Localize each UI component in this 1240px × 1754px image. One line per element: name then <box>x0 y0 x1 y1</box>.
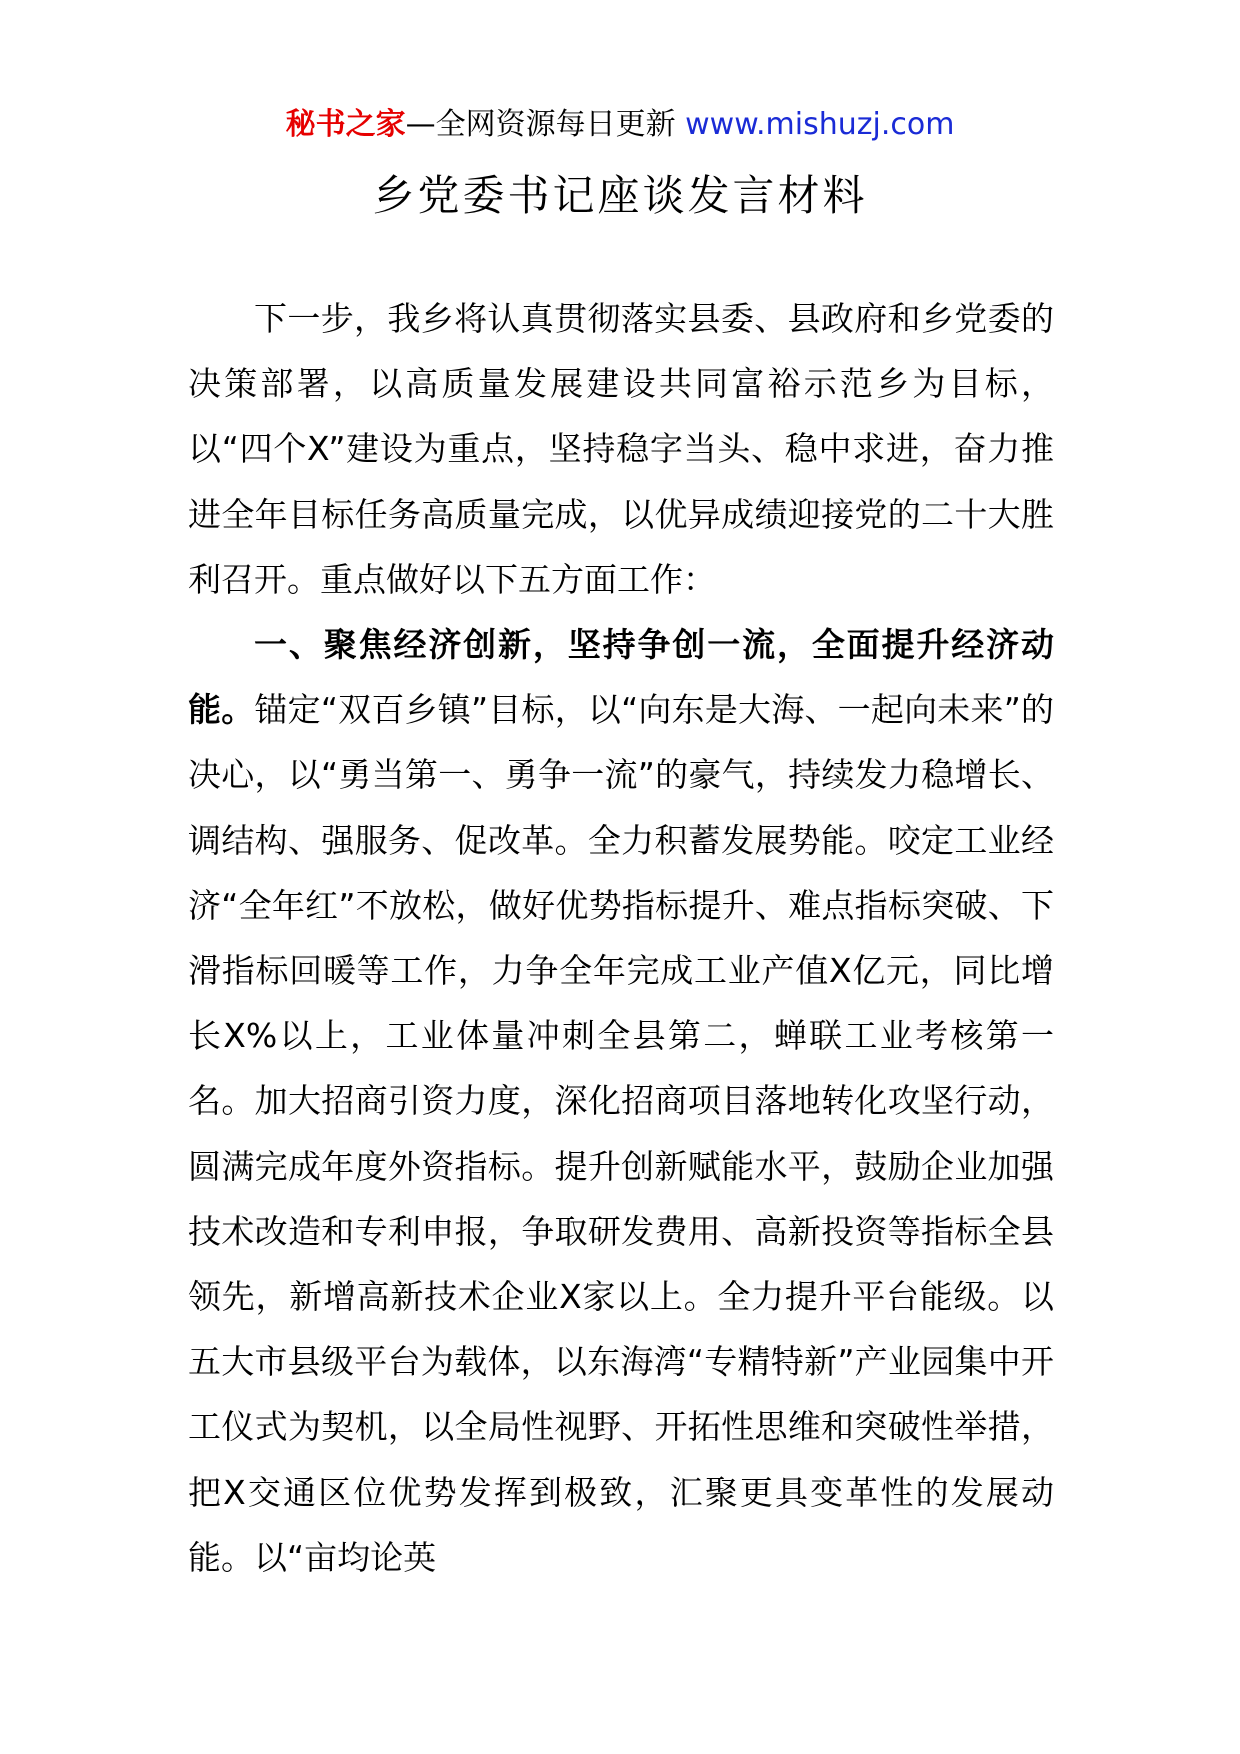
paragraph-section-one <box>188 612 1054 1590</box>
document-body <box>188 286 1054 1590</box>
document-title: 乡党委书记座谈发言材料 <box>372 171 868 220</box>
paragraph-intro: 下一步，我乡将认真贯彻落实县委、县政府和乡党委的决策部署，以高质量发展建设共同富裕示范乡为目标，以“四个X”建设为重点，坚持稳字当头、稳中求进，奋力推进全年目标任务高质量完成，以优异成绩迎接党的二十大胜利召开。重点做好以下五方面工作： <box>188 299 1054 599</box>
section-one-body: 锚定“双百乡镇”目标，以“向东是大海、一起向未来”的决心，以“勇当第一、勇争一流”的豪气，持续发力稳增长、调结构、强服务、促改革。全力积蓄发展势能。咬定工业经济“全年红”不放松，做好优势指标提升、难点指标突破、下滑指标回暖等工作，力争全年完成工业产值X亿元，同比增长X%以上，工业体量冲刺全县第二，蝉联工业考核第一名。加大招商引资力度，深化招商项目落地转化攻坚行动，圆满完成年度外资指标。提升创新赋能水平，鼓励企业加强技术改造和专利申报，争取研发费用、高新投资等指标全县领先，新增高新技术企业X家以上。全力提升平台能级。以五大市县级平台为载体，以东海湾“专精特新”产业园集中开工仪式为契机，以全局性视野、开拓性思维和突破性举措，把X交通区位优势发挥到极致，汇聚更具变革性的发展动能。以“亩均论英 <box>188 690 1055 1577</box>
site-header <box>0 104 1240 146</box>
site-url-link[interactable]: www.mishuzj.com <box>685 107 955 142</box>
section-one-heading: 一、聚焦经济创新，坚持争创一流，全面提升经济动能。 <box>188 625 1054 730</box>
header-slogan: —全网资源每日更新 <box>405 107 676 142</box>
brand-name: 秘书之家 <box>285 107 406 142</box>
